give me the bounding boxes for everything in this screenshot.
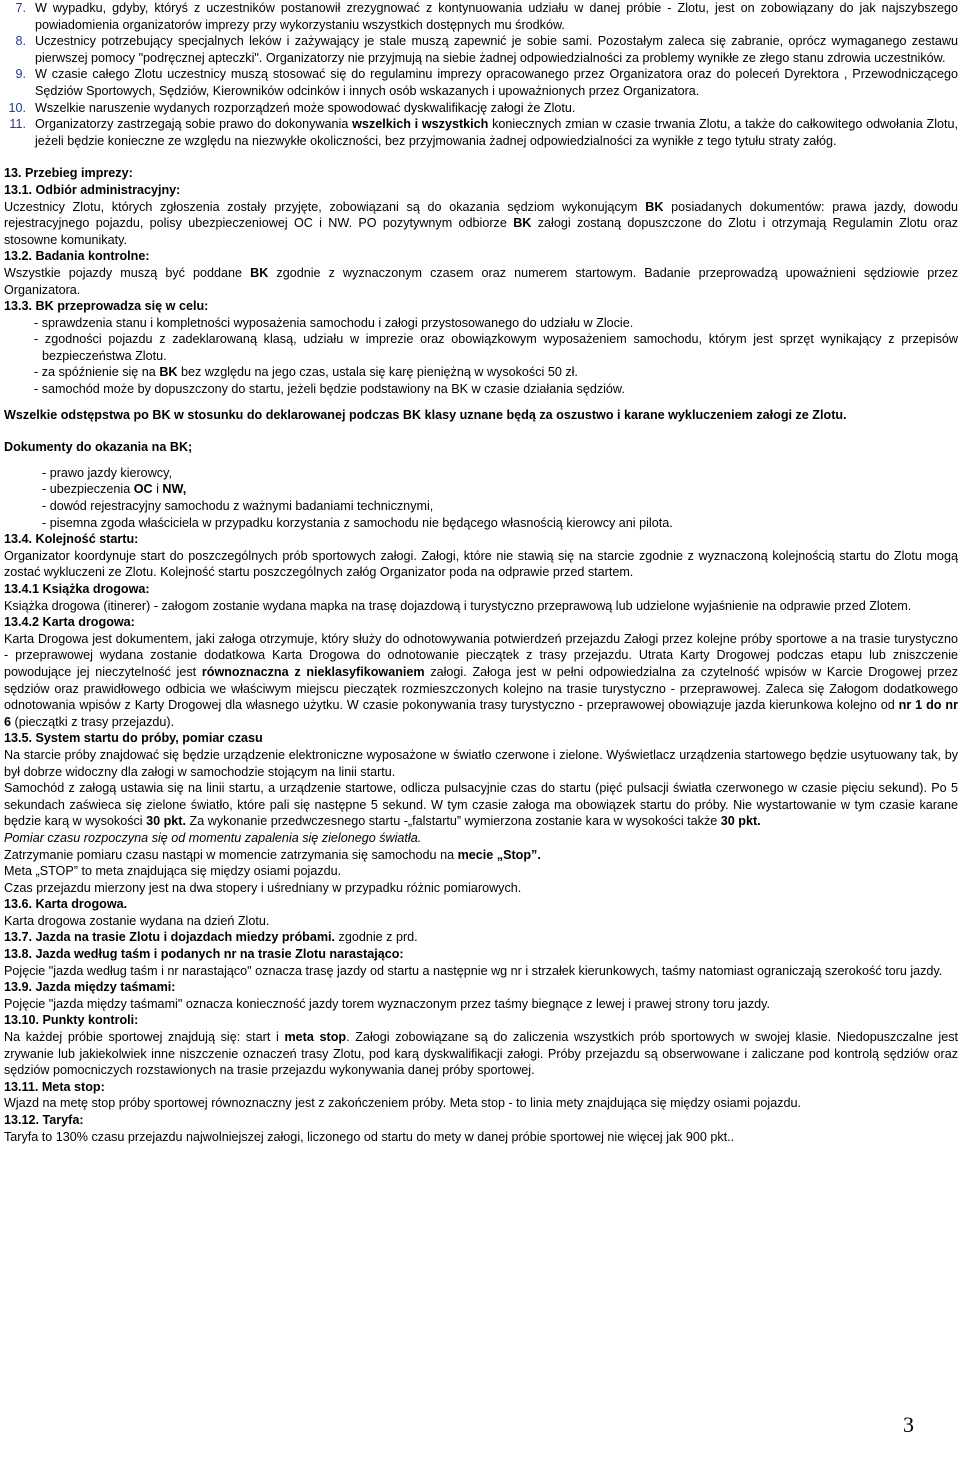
section-13-4-2-title: 13.4.2 Karta drogowa: — [4, 615, 135, 630]
item-text: Wszelkie naruszenie wydanych rozporządzeń może spowodować dyskwalifikację załogi że Zlotu. — [35, 100, 576, 115]
item-number: 9. — [15, 67, 26, 82]
item-text: W czasie całego Zlotu uczestnicy muszą stosować się do regulaminu imprezy opracowanego przez Organizatora oraz do poleceń Dyrektora , Przewodniczącego Sędziów Sportowych, Sędziów, Kierowników odcinków i innych osób wskazanych i upoważnionych przez Organizatora. — [35, 67, 958, 98]
section-13-8-title: 13.8. Jazda według taśm i podanych nr na trasie Zlotu narastająco: — [4, 947, 404, 962]
section-13-4-title: 13.4. Kolejność startu: — [4, 532, 139, 547]
item-number: 11. — [9, 117, 26, 132]
numbered-item-9 — [4, 66, 958, 99]
stop-definition: Meta „STOP” to meta znajdująca się między osiami pojazdu. — [4, 864, 342, 879]
item-text: Uczestnicy potrzebujący specjalnych leków i zażywający je stale muszą zapewnić je sobie sami. Pozostałym zaleca się zabranie, oprócz wymaganego zestawu pierwszej pomocy "podręcznej apteczki". Organizatorzy nie przyjmują na siebie żadnej odpowiedzialności za problemy wynikłe ze złego stanu zdrowia uczestników. — [35, 34, 958, 65]
bk-purpose-item: - zgodności pojazdu z zadeklarowaną klasą, udziału w imprezie oraz obowiązkowym wyposażeniem samochodu, którym jest sprzęt wynikający z przepisów bezpieczeństwa Zlotu. — [34, 332, 958, 363]
document-item: - ubezpieczenia OC i NW, — [42, 482, 187, 497]
section-13-10-text: Na każdej próbie sportowej znajdują się: start i meta stop. Załogi zobowiązane są do zaliczenia wszystkich prób sportowych w swojej klasie. Niedopuszczalne jest zrywanie lub jakiekolwiek inne niszczenie oznaczeń trasy Zlotu, pod karą dyskwalifikacji załogi. Próby przejazdu są obserwowane i zaliczane pod kontrolą sędziów oraz sędziów pomocniczych rozstawionych na trasie przejazdu wykonywania danej próby sportowej. — [4, 1030, 959, 1078]
section-13-8-text: Pojęcie "jazda według taśm i nr narastająco" oznacza trasę jazdy od startu a następnie wg nr i strzałek kierunkowych, taśmy natomiast ograniczają szerokość toru jazdy. — [4, 963, 943, 978]
regulations-text — [4, 0, 958, 1145]
section-13-9-text: Pojęcie "jazda między taśmami" oznacza konieczność jazdy torem wyznaczonym przez taśmy biegnące z lewej i prawej strony toru jazdy. — [4, 996, 771, 1011]
section-13-5-title: 13.5. System startu do próby, pomiar czasu — [4, 731, 263, 746]
section-13-2-title: 13.2. Badania kontrolne: — [4, 249, 150, 264]
item-number: 10. — [8, 100, 26, 115]
documents-title: Dokumenty do okazania na BK; — [4, 440, 193, 455]
timing-note: Pomiar czasu rozpoczyna się od momentu zapalenia się zielonego światła. — [4, 830, 422, 845]
section-13-1-title: 13.1. Odbiór administracyjny: — [4, 182, 181, 197]
item-number: 7. — [15, 1, 26, 15]
stop-note: Zatrzymanie pomiaru czasu nastąpi w momencie zatrzymania się samochodu na mecie „Stop”. — [4, 847, 541, 862]
section-13-4-2-text: Karta Drogowa jest dokumentem, jaki załoga otrzymuje, który służy do odnotowywania potwierdzeń przejazdu Załogi przez kolejne próby sportowe a na trasie turystyczno - przeprawowej wydana zostanie dodatkowa Karta Drogowa do odnotowanie pieczątek z trasy przejazdu. Utrata Karty Drogowej podczas etapu lub zniszczenie powodujące jej nieczytelność jest równoznaczna z nieklasyfikowaniem załogi. Załoga jest w pełni odpowiedzialna za czytelność wpisów w Karcie Drogowej przez sędziów oraz prawidłowego odbicia we właściwym miejscu pieczątek rozmieszczonych kolejno na trasie turystyczno - przeprawowej. Zaleca się Załogom dodatkowego odnotowania wpisów z Karty Drogowej dla własnego użytku. W czasie pokonywania trasy turystyczno - przeprawowej obowiązuje jazda kierunkowa kolejno od nr 1 do nr 6 (pieczątki z trasy przejazdu). — [4, 631, 958, 729]
section-13-4-1-title: 13.4.1 Książka drogowa: — [4, 582, 150, 596]
section-13-4-1-text: Książka drogowa (itinerer) - załogom zostanie wydana mapka na trasę dojazdową i turystyczno przeprawową lub udzielone wyjaśnienie na odprawie przed Zlotem. — [4, 598, 912, 613]
section-13-3-title: 13.3. BK przeprowadza się w celu: — [4, 299, 209, 314]
section-13-1-text: Uczestnicy Zlotu, których zgłoszenia zostały przyjęte, zobowiązani są do okazania sędziom wykonującym BK posiadanych dokumentów: prawa jazdy, dowodu rejestracyjnego pojazdu, polisy ubezpieczeniowej OC i NW. PO pozytywnym odbiorze BK załogi zostaną dopuszczone do Zlotu i otrzymają Regulamin Zlotu oraz stosowne komunikaty. — [4, 199, 958, 247]
item-text: Organizatorzy zastrzegają sobie prawo do dokonywania wszelkich i wszystkich koniecznych zmian w czasie trwania Zlotu, a także do całkowitego odwołania Zlotu, jeżeli będzie konieczne ze względu na niezwykłe okoliczności, bez przyjmowania żadnej odpowiedzialności za wynikłe z tego tytułu straty załóg. — [35, 117, 959, 148]
page-number: 3 — [903, 1412, 914, 1437]
section-13-9-title: 13.9. Jazda między taśmami: — [4, 980, 176, 995]
section-13-5-text-b: Samochód z załogą ustawia się na linii startu, a urządzenie startowe, odlicza pulsacyjnie czas do startu (pięć pulsacji światła czerwonego w czasie pięciu sekund). Po 5 sekundach zaświeca się zielone światło, które pali się następne 5 sekund. W tym czasie załoga ma obowiązek startu do próby. Nie wystartowanie w tym czasie karane będzie karą w wysokości 30 pkt. Za wykonanie przedwczesnego startu -„falstartu” wymierzona zostanie kara w wysokości także 30 pkt. — [4, 781, 958, 829]
section-13-6-text: Karta drogowa zostanie wydana na dzień Zlotu. — [4, 913, 270, 928]
numbered-item-8 — [4, 33, 958, 66]
section-13-12-text: Taryfa to 130% czasu przejazdu najwolniejszej załogi, liczonego od startu do mety w danej próbie sportowej nie więcej jak 900 pkt.. — [4, 1129, 735, 1144]
numbered-item-7 — [4, 0, 958, 33]
section-13-5-text-a: Na starcie próby znajdować się będzie urządzenie elektroniczne wyposażone w światło czerwone i zielone. Wyświetlacz urządzenia startowego będzie usytuowany tak, by był dobrze widoczny dla załogi w samochodzie stojącym na linii startu. — [4, 747, 958, 779]
bk-purpose-item: - za spóźnienie się na BK bez względu na jego czas, ustala się karę pieniężną w wysokości 50 zł. — [34, 365, 578, 380]
stopwatch-note: Czas przejazdu mierzony jest na dwa stopery i uśredniany w przypadku różnic pomiarowych. — [4, 880, 522, 895]
numbered-item-10 — [4, 100, 958, 117]
section-13-12-title: 13.12. Taryfa: — [4, 1113, 84, 1127]
section-13-11-title: 13.11. Meta stop: — [4, 1079, 105, 1094]
item-text: W wypadku, gdyby, któryś z uczestników postanowił zrezygnować z kontynuowania udziału w danej próbie - Zlotu, jest on zobowiązany do jak najszybszego powiadomienia organizatorów imprezy przy wykorzystaniu wszystkich dostępnych mu środków. — [35, 1, 958, 32]
item-number: 8. — [15, 34, 26, 49]
section-13-7-title: 13.7. Jazda na trasie Zlotu i dojazdach miedzy próbami. zgodnie z prd. — [4, 930, 418, 945]
numbered-item-11 — [4, 116, 958, 149]
document-item: - pisemna zgoda właściciela w przypadku korzystania z samochodu nie będącego własnością kierowcy ani pilota. — [42, 515, 673, 530]
section-13-4-text: Organizator koordynuje start do poszczególnych prób sportowych załogi. Załogi, które nie stawią się na starcie zgodnie z wyznaczoną kolejnością startu do Zlotu mogą zostać wykluczeni ze Zlotu. Kolejność startu poszczególnych załóg Organizator poda na odprawie przed startem. — [4, 548, 958, 580]
document-item: - dowód rejestracyjny samochodu z ważnymi badaniami technicznymi, — [42, 499, 434, 514]
section-13-6-title: 13.6. Karta drogowa. — [4, 897, 128, 912]
bk-warning: Wszelkie odstępstwa po BK w stosunku do deklarowanej podczas BK klasy uznane będą za oszustwo i karane wykluczeniem załogi ze Zlotu. — [4, 407, 847, 422]
section-13-title: 13. Przebieg imprezy: — [4, 166, 133, 181]
section-13-2-text: Wszystkie pojazdy muszą być poddane BK zgodnie z wyznaczonym czasem oraz numerem startowym. Badanie przeprowadzą upoważnieni sędziowie przez Organizatora. — [4, 265, 958, 297]
section-13-10-title: 13.10. Punkty kontroli: — [4, 1013, 139, 1028]
document-item: - prawo jazdy kierowcy, — [42, 465, 172, 480]
bk-purpose-item: - samochód może by dopuszczony do startu, jeżeli będzie podstawiony na BK w czasie działania sędziów. — [34, 382, 625, 397]
bk-purpose-item: - sprawdzenia stanu i kompletności wyposażenia samochodu i załogi przystosowanego do udziału w Zlocie. — [34, 315, 634, 330]
section-13-11-text: Wjazd na metę stop próby sportowej równoznaczny jest z zakończeniem próby. Meta stop - to linia mety znajdująca się między osiami pojazdu. — [4, 1096, 802, 1111]
